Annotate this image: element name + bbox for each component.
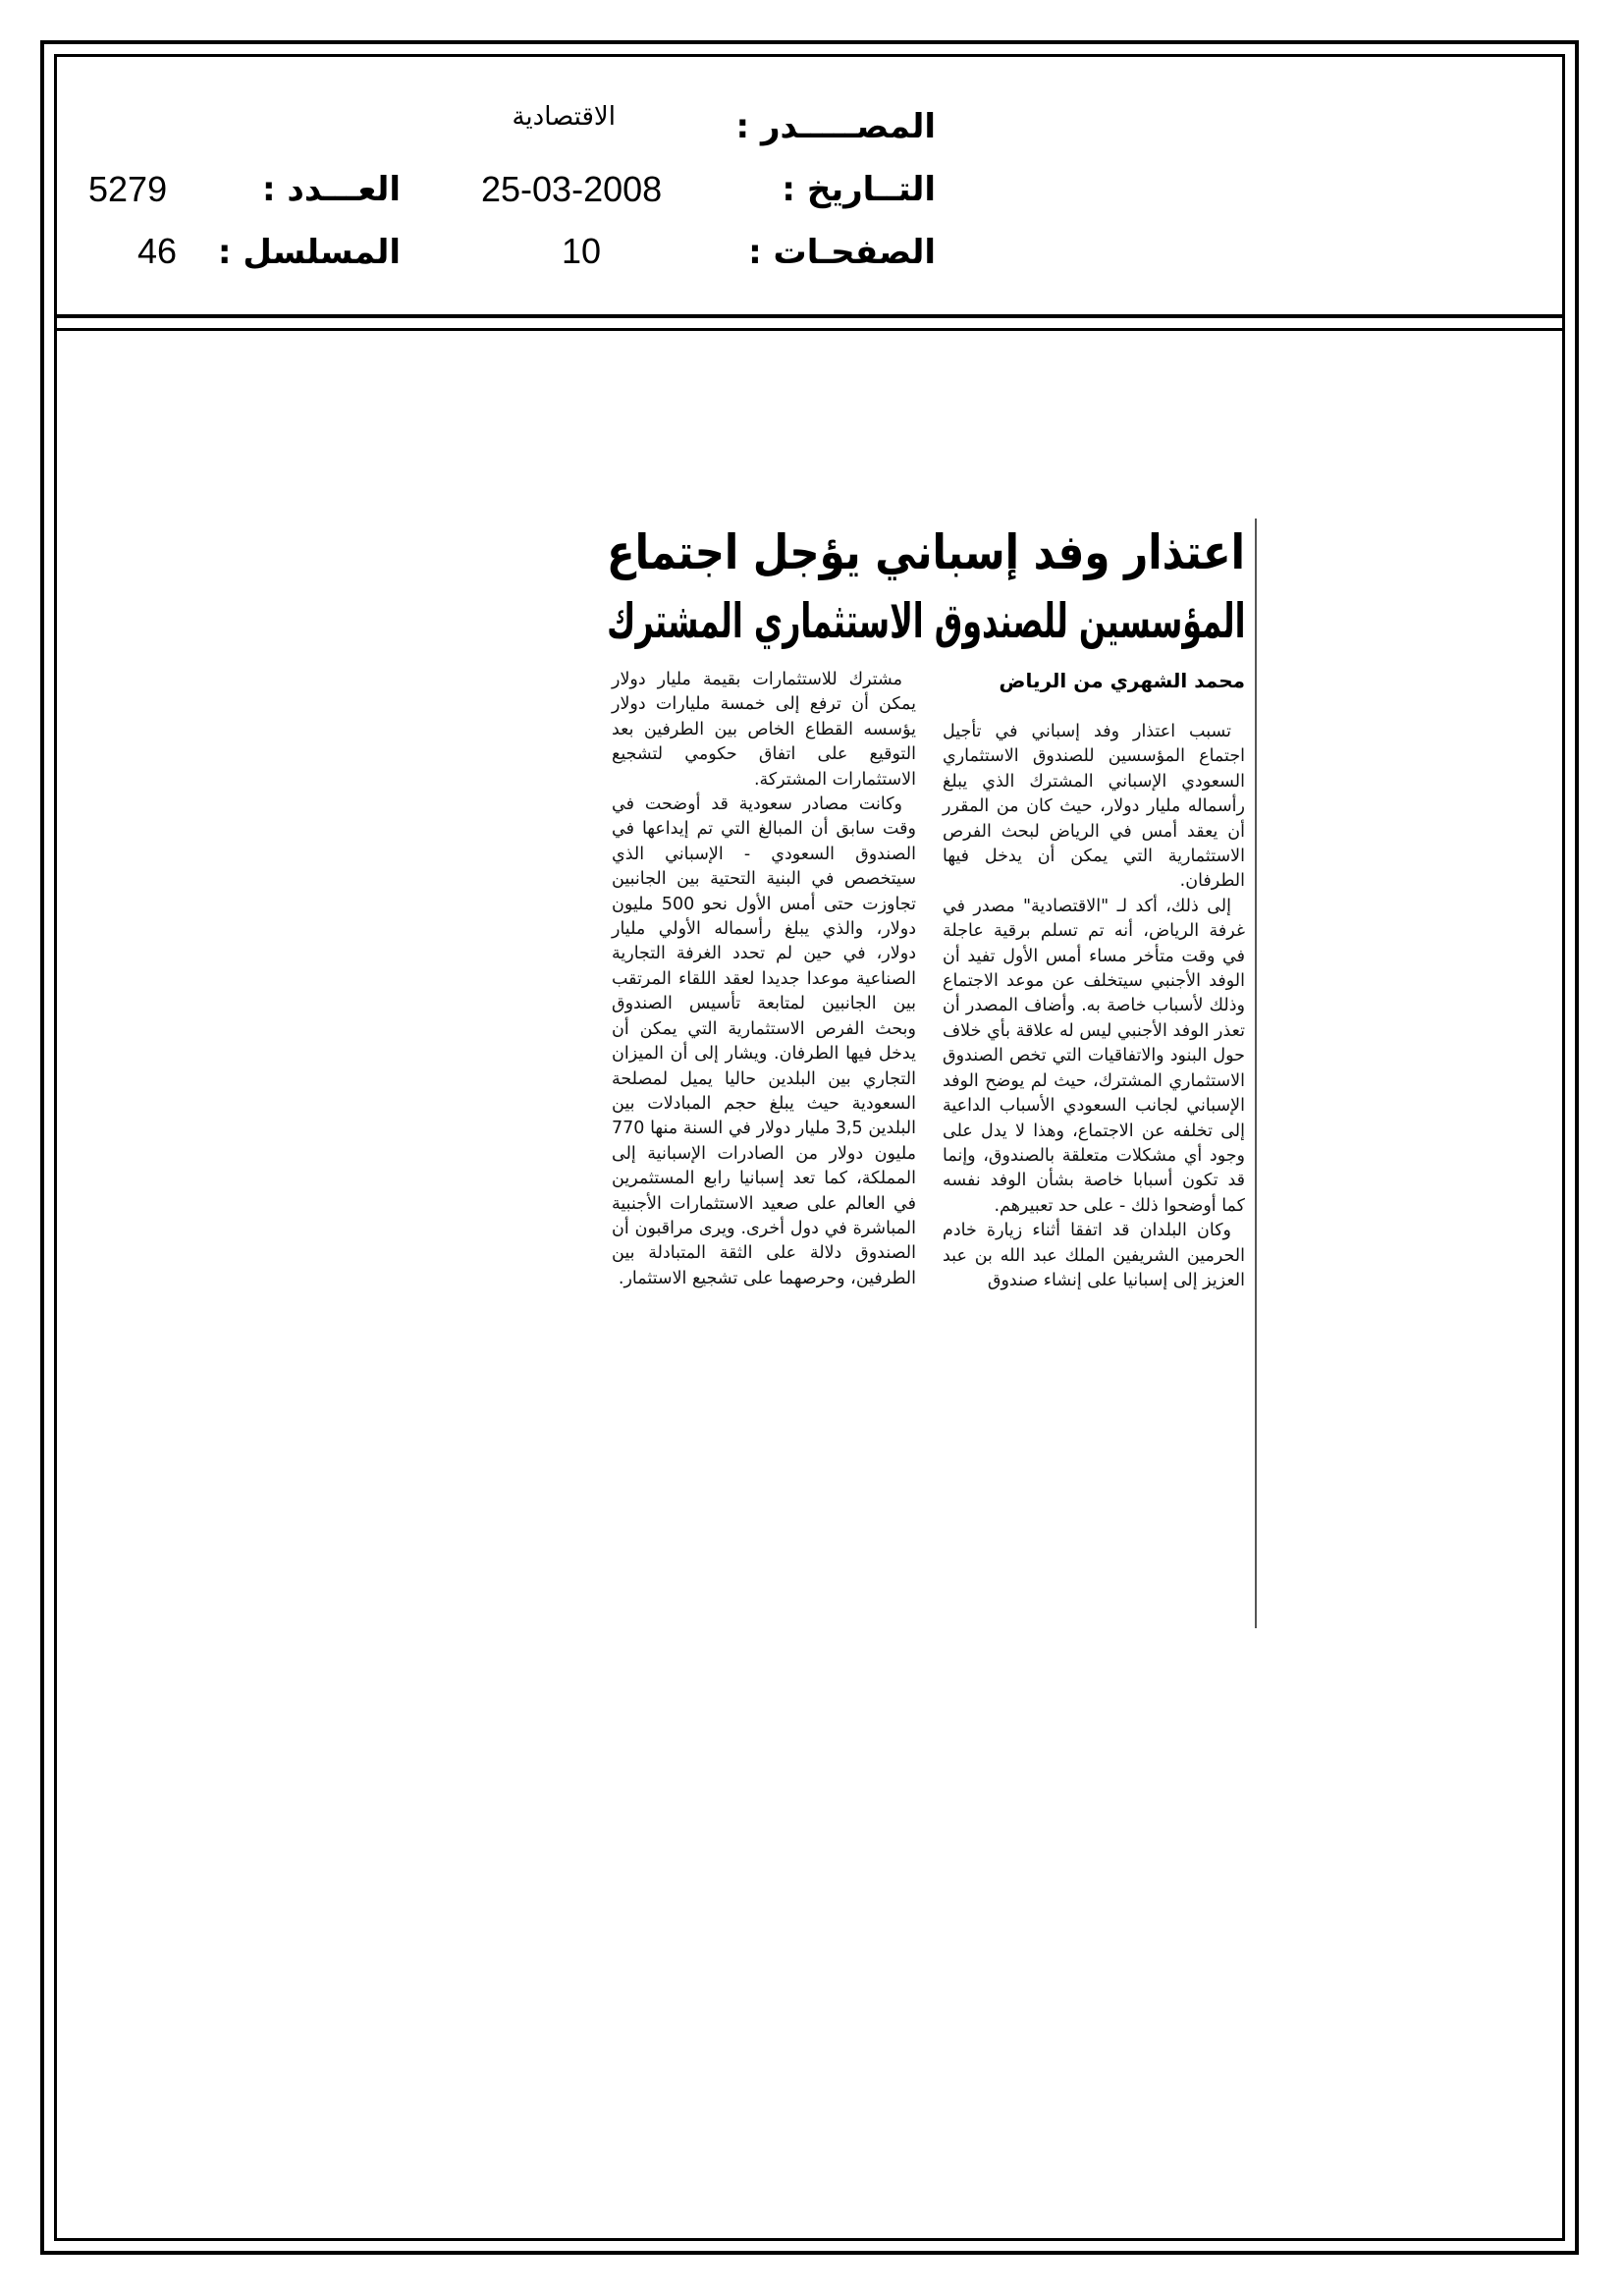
- issue-value: 5279: [88, 169, 168, 209]
- date-label: التــاريخ :: [782, 170, 936, 209]
- article-column-left: [612, 668, 916, 1291]
- article-paragraph: وكانت مصادر سعودية قد أوضحت في وقت سابق أن المبالغ التي تم إيداعها في الصندوق السعودي - الإسباني الذي سيتخصص في البنية التحتية بين الجانبين تجاوزت حتى أمس الأول نحو 500 مليون دولار، والذي يبلغ رأسماله الأولي مليار دولار، في حين لم تحدد الغرفة التجارية الصناعية موعدا جديدا لعقد اللقاء المرتقب بين الجانبين لمتابعة تأسيس الصندوق وبحث الفرص الاستثمارية التي يمكن أن يدخل فيها الطرفان. ويشار إلى أن الميزان التجاري بين البلدين حاليا يميل لمصلحة السعودية حيث يبلغ حجم المبادلات بين البلدين 3,5 مليار دولار في السنة منها 770 مليون دولار من الصادرات الإسبانية إلى المملكة، كما تعد إسبانيا رابع المستثمرين في العالم على صعيد الاستثمارات الأجنبية المباشرة في دول أخرى. ويرى مراقبون أن الصندوق دلالة على الثقة المتبادلة بين الطرفين، وحرصهما على تشجيع الاستثمار.: [612, 794, 916, 1288]
- article-paragraph: وكان البلدان قد اتفقا أثناء زيارة خادم الحرمين الشريفين الملك عبد الله بن عبد العزيز إلى إسبانيا على إنشاء صندوق: [943, 1221, 1245, 1290]
- pages-label: الصفحـات :: [748, 233, 936, 272]
- issue-label: العـــدد :: [262, 170, 401, 209]
- article-headline-line1: اعتذار وفد إسباني يؤجل اجتماع: [606, 524, 1245, 580]
- article-paragraph: إلى ذلك، أكد لـ "الاقتصادية" مصدر في غرفة الرياض، أنه تم تسلم برقية عاجلة في وقت متأخر مساء أمس الأول تفيد أن الوفد الأجنبي سيتخلف عن موعد الاجتماع وذلك لأسباب خاصة به. وأضاف المصدر أن تعذر الوفد الأجنبي ليس له علاقة بأي خلاف حول البنود والاتفاقيات التي تخص الصندوق الاستثماري المشترك، حيث لم يوضح الوفد الإسباني لجانب السعودي الأسباب الداعية إلى تخلفه عن الاجتماع، وهذا لا يدل على وجود أي مشكلات متعلقة بالصندوق، وإنما قد تكون أسبابا خاصة بشأن الوفد نفسه كما أوضحوا ذلك - على حد تعبيرهم.: [943, 896, 1245, 1216]
- serial-label: المسلسل :: [217, 233, 401, 272]
- article-paragraph: مشترك للاستثمارات بقيمة مليار دولار يمكن أن ترفع إلى خمسة مليارات دولار يؤسسه القطاع الخاص بين الطرفين بعد التوقيع على اتفاق حكومي لتشجيع الاستثمارات المشتركة.: [612, 670, 916, 790]
- source-label: المصـــــدر :: [735, 107, 936, 146]
- date-value: 25-03-2008: [481, 169, 663, 209]
- header-divider-inner: [54, 328, 1565, 331]
- article-clipping: [589, 519, 1259, 1643]
- article-headline-line2: المؤسسين للصندوق الاستثماري المشترك: [606, 593, 1245, 649]
- clipping-edge: [1255, 519, 1257, 1628]
- header-divider: [54, 314, 1565, 318]
- serial-value: 46: [137, 231, 178, 271]
- pages-value: 10: [562, 231, 602, 271]
- article-paragraph: تسبب اعتذار وفد إسباني في تأجيل اجتماع المؤسسين للصندوق الاستثماري السعودي الإسباني المشترك الذي يبلغ رأسماله مليار دولار، حيث كان من المقرر أن يعقد أمس في الرياض لبحث الفرص الاستثمارية التي يمكن أن يدخل فيها الطرفان.: [943, 722, 1245, 892]
- source-value: الاقتصادية: [512, 102, 616, 132]
- article-column-right: [943, 720, 1245, 1293]
- article-byline: محمد الشهري من الرياض: [999, 669, 1245, 692]
